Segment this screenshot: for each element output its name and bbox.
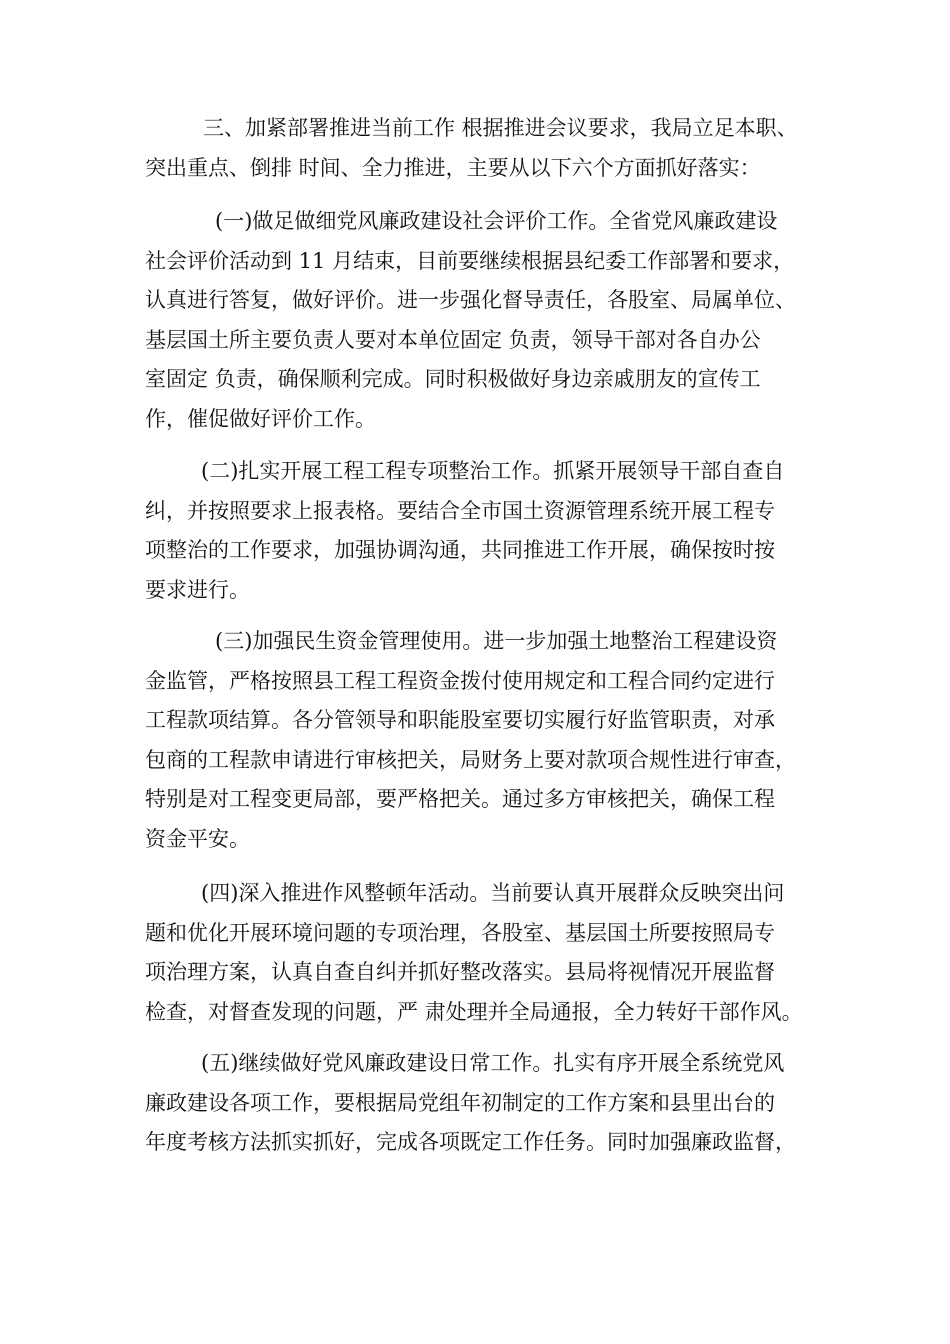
text-line: 廉政建设各项工作，要根据局党组年初制定的工作方案和县里出台的 bbox=[145, 1090, 775, 1115]
text-line: 基层国土所主要负责人要对本单位固定 负责，领导干部对各自办公 bbox=[145, 327, 761, 352]
paragraph-item-two bbox=[145, 452, 825, 610]
text-line: (五)继续做好党风廉政建设日常工作。扎实有序开展全系统党风 bbox=[201, 1051, 785, 1075]
text-line: 三、加紧部署推进当前工作 根据推进会议要求，我局立足本职、 bbox=[203, 116, 798, 140]
paragraph-item-four bbox=[145, 874, 825, 1032]
text-line: 检查，对督查发现的问题，严 肃处理并全局通报，全力转好干部作风。 bbox=[145, 999, 803, 1024]
text-line: 室固定 负责，确保顺利完成。同时积极做好身边亲戚朋友的宣传工 bbox=[145, 367, 761, 391]
text-line: 工程款项结算。各分管领导和职能股室要切实履行好监管职责，对承 bbox=[145, 708, 775, 732]
text-line: (四)深入推进作风整顿年活动。当前要认真开展群众反映突出问 bbox=[201, 881, 785, 905]
text-line: 要求进行。 bbox=[145, 577, 250, 602]
text-line: (一)做足做细党风廉政建设社会评价工作。全省党风廉政建设 bbox=[215, 209, 778, 233]
text-line: 项整治的工作要求，加强协调沟通，共同推进工作开展，确保按时按 bbox=[145, 538, 775, 562]
text-line: 认真进行答复，做好评价。进一步强化督导责任，各股室、局属单位、 bbox=[145, 288, 796, 312]
text-line: 社会评价活动到 11 月结束，目前要继续根据县纪委工作部署和要求， bbox=[145, 248, 795, 273]
text-line: 特别是对工程变更局部，要严格把关。通过多方审核把关，确保工程 bbox=[145, 787, 775, 811]
text-line: (二)扎实开展工程工程专项整治工作。抓紧开展领导干部自查自 bbox=[201, 459, 785, 483]
text-line: 作，催促做好评价工作。 bbox=[145, 406, 376, 431]
paragraph-item-one bbox=[145, 202, 825, 439]
paragraph-item-three bbox=[145, 622, 825, 859]
text-line: 纠，并按照要求上报表格。要结合全市国土资源管理系统开展工程专 bbox=[145, 498, 775, 523]
text-line: (三)加强民生资金管理使用。进一步加强土地整治工程建设资 bbox=[215, 629, 778, 653]
text-line: 突出重点、倒排 时间、全力推进，主要从以下六个方面抓好落实： bbox=[145, 155, 761, 180]
text-line: 项治理方案，认真自查自纠并抓好整改落实。县局将视情况开展监督 bbox=[145, 960, 775, 984]
paragraph-section-three bbox=[145, 109, 825, 188]
text-line: 金监管，严格按照县工程工程资金拨付使用规定和工程合同约定进行 bbox=[145, 668, 775, 693]
text-line: 题和优化开展环境问题的专项治理，各股室、基层国土所要按照局专 bbox=[145, 920, 775, 945]
text-line: 包商的工程款申请进行审核把关，局财务上要对款项合规性进行审查， bbox=[145, 747, 796, 772]
text-line: 资金平安。 bbox=[145, 826, 250, 851]
paragraph-item-five bbox=[145, 1044, 825, 1163]
text-line: 年度考核方法抓实抓好，完成各项既定工作任务。同时加强廉政监督， bbox=[145, 1130, 796, 1154]
